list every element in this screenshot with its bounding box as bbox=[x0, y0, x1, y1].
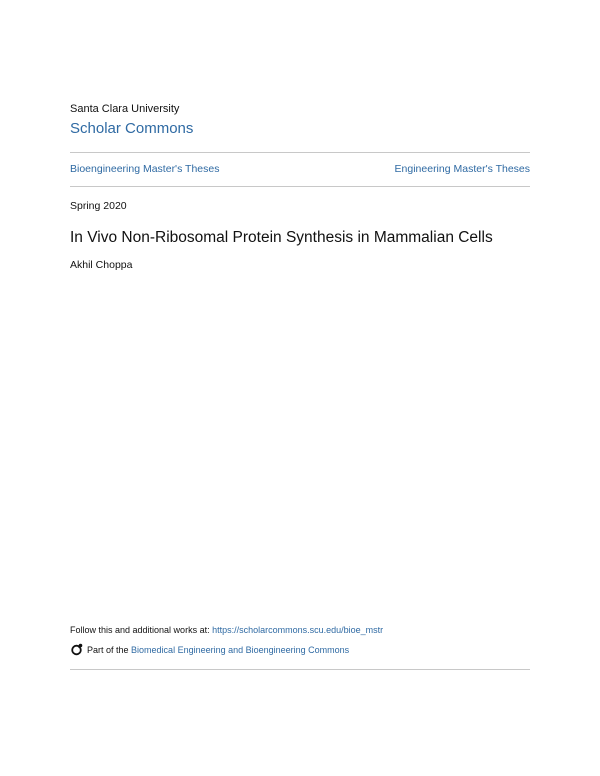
university-name: Santa Clara University bbox=[70, 103, 180, 115]
follow-url-link[interactable]: https://scholarcommons.scu.edu/bioe_mstr bbox=[212, 625, 384, 635]
divider-footer bbox=[70, 669, 530, 670]
divider-bottom bbox=[70, 186, 530, 187]
author-name: Akhil Choppa bbox=[70, 259, 133, 271]
series-link-bioengineering[interactable]: Bioengineering Master's Theses bbox=[70, 163, 220, 175]
thesis-title: In Vivo Non-Ribosomal Protein Synthesis in Mammalian Cells bbox=[70, 229, 493, 246]
network-commons-icon bbox=[70, 643, 83, 656]
series-link-engineering[interactable]: Engineering Master's Theses bbox=[394, 163, 530, 175]
partof-prefix: Part of the bbox=[87, 644, 129, 655]
partof-commons-link[interactable]: Biomedical Engineering and Bioengineering Commons bbox=[131, 644, 350, 655]
divider-top bbox=[70, 152, 530, 153]
follow-prefix: Follow this and additional works at: bbox=[70, 625, 213, 635]
repository-link[interactable]: Scholar Commons bbox=[70, 120, 194, 137]
publication-date: Spring 2020 bbox=[70, 200, 127, 212]
partof-line bbox=[70, 643, 349, 656]
follow-line bbox=[70, 625, 383, 635]
